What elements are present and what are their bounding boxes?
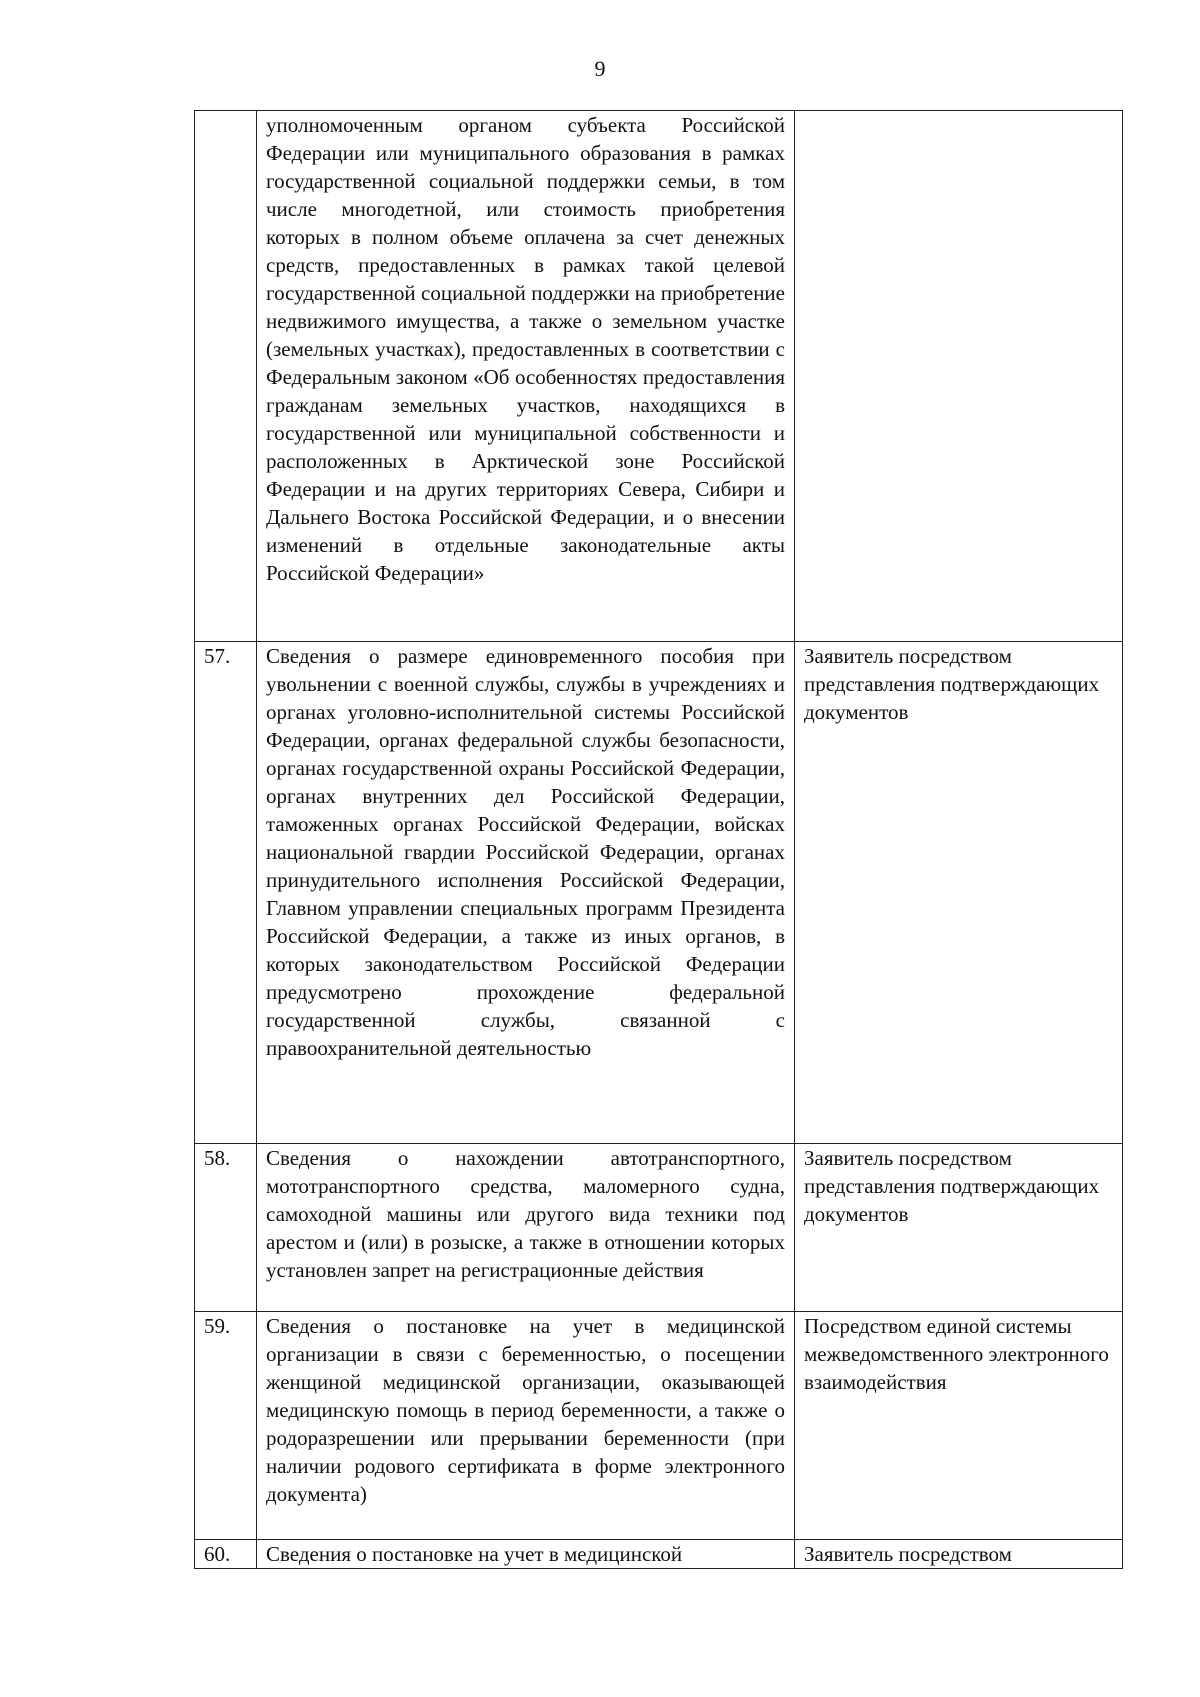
page-number: 9 [594,56,606,81]
row-source [795,642,1123,1144]
row-info [257,1540,795,1569]
row-source-text: Посредством единой системы межведомственного электронного взаимодействия [804,1314,1109,1394]
row-info [257,111,795,642]
row-source [795,1312,1123,1540]
row-info-text: Сведения о размере единовременного пособия при увольнении с военной службы, службы в учреждениях и органах уголовно-исполнительной системы Российской Федерации, органах федеральной службы безопасности, органах государственной охраны Российской Федерации, органах внутренних дел Российской Федерации, таможенных органах Российской Федерации, войсках национальной гвардии Российской Федерации, органах принудительного исполнения Российской Федерации, Главном управлении специальных программ Президента Российской Федерации, а также из иных органов, в которых законодательством Российской Федерации предусмотрено прохождение федеральной государственной службы, связанной с правоохранительной деятельностью [266,644,785,1060]
row-source [795,111,1123,642]
row-info-text: Сведения о нахождении автотранспортного, мототранспортного средства, маломерного судна, самоходной машины или другого вида техники под арестом и (или) в розыске, а также в отношении которых установлен запрет на регистрационные действия [266,1146,785,1282]
row-source [795,1540,1123,1569]
table-row [195,642,1123,1144]
row-info [257,1312,795,1540]
row-number: 58. [195,1144,257,1312]
row-info [257,1144,795,1312]
row-source [795,1144,1123,1312]
row-info-text: Сведения о постановке на учет в медицинской [266,1542,683,1566]
row-info-text: уполномоченным органом субъекта Российской Федерации или муниципального образования в рамках государственной социальной поддержки семьи, в том числе многодетной, или стоимость приобретения которых в полном объеме оплачена за счет денежных средств, предоставленных в рамках такой целевой государственной социальной поддержки на приобретение недвижимого имущества, а также о земельном участке (земельных участках), предоставленных в соответствии с Федеральным законом «Об особенностях предоставления гражданам земельных участков, находящихся в государственной или муниципальной собственности и расположенных в Арктической зоне Российской Федерации и на других территориях Севера, Сибири и Дальнего Востока Российской Федерации, и о внесении изменений в отдельные законодательные акты Российской Федерации» [266,113,785,585]
data-sources-table [194,110,1123,1569]
table-row [195,1540,1123,1569]
table-row [195,1144,1123,1312]
table-row [195,111,1123,642]
row-number: 60. [195,1540,257,1569]
row-info-text: Сведения о постановке на учет в медицинской организации в связи с беременностью, о посещении женщиной медицинской организации, оказывающей медицинскую помощь в период беременности, а также о родоразрешении или прерывании беременности (при наличии родового сертификата в форме электронного документа) [266,1314,785,1506]
row-number: 57. [195,642,257,1144]
table-row [195,1312,1123,1540]
row-number [195,111,257,642]
row-number: 59. [195,1312,257,1540]
row-info [257,642,795,1144]
row-source-text: Заявитель посредством представления подтверждающих документов [804,1146,1100,1226]
row-source-text: Заявитель посредством представления подтверждающих документов [804,644,1100,724]
row-source-text: Заявитель посредством [804,1542,1012,1566]
